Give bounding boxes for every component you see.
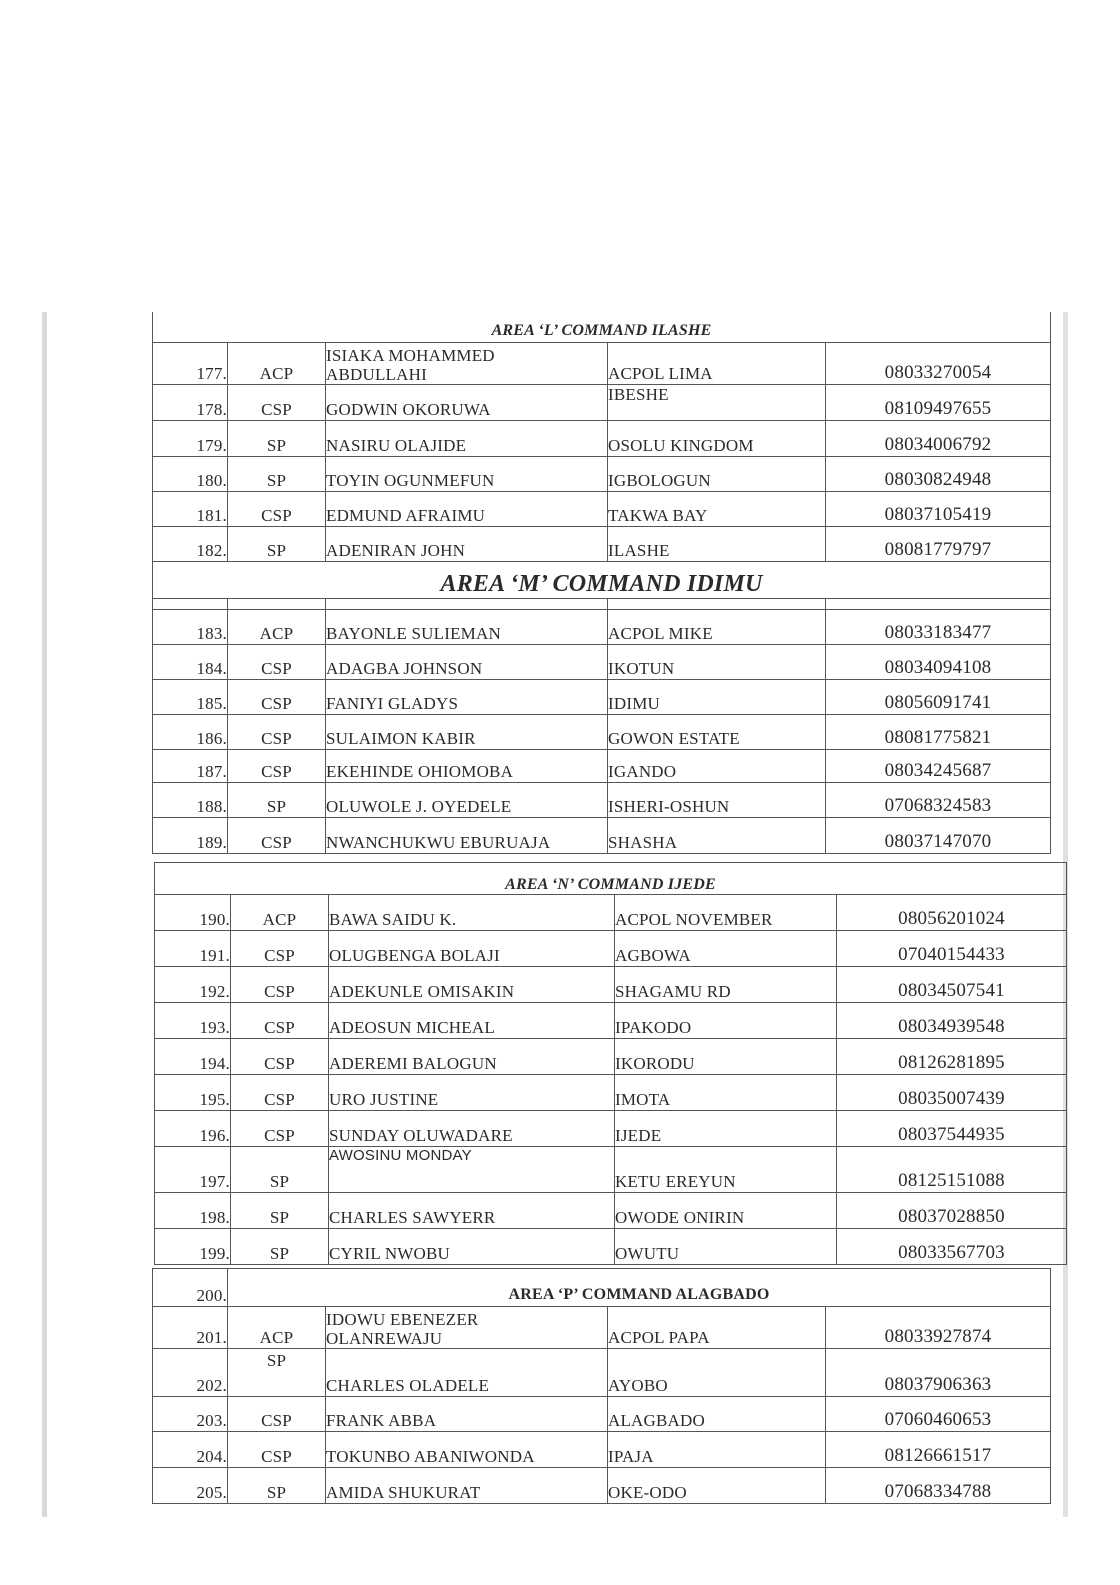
posting-location: AGBOWA (615, 931, 837, 967)
officer-name: URO JUSTINE (329, 1075, 615, 1111)
table-row (153, 526, 1051, 561)
serial-number: 202. (153, 1349, 228, 1397)
posting-location: IMOTA (615, 1075, 837, 1111)
officer-name: ADEOSUN MICHEAL (329, 1003, 615, 1039)
posting-location: IJEDE (615, 1111, 837, 1147)
table-row (153, 1397, 1051, 1432)
serial-number: 184. (153, 644, 228, 679)
rank-cell: CSP (231, 1075, 329, 1111)
rank-cell: CSP (228, 749, 326, 782)
serial-number: 204. (153, 1432, 228, 1468)
rank-cell: SP (228, 1349, 326, 1397)
table-row (153, 679, 1051, 714)
table-row (155, 1075, 1067, 1111)
officer-name: NASIRU OLAJIDE (326, 420, 608, 456)
officer-name: IDOWU EBENEZER OLANREWAJU (326, 1307, 608, 1349)
empty-cell (826, 598, 1051, 609)
table-row (153, 342, 1051, 384)
empty-cell (326, 598, 608, 609)
rank-cell: CSP (228, 384, 326, 420)
posting-location: ILASHE (608, 526, 826, 561)
table-row (153, 749, 1051, 782)
serial-number: 194. (155, 1039, 231, 1075)
serial-number: 199. (155, 1229, 231, 1265)
serial-number: 179. (153, 420, 228, 456)
posting-location: SHAGAMU RD (615, 967, 837, 1003)
rank-cell: CSP (231, 967, 329, 1003)
table-row (155, 1039, 1067, 1075)
rank-cell: CSP (231, 1111, 329, 1147)
phone-number: 08126661517 (826, 1432, 1051, 1468)
posting-location: IPAJA (608, 1432, 826, 1468)
serial-number: 181. (153, 491, 228, 526)
table-row (155, 1111, 1067, 1147)
table-row (153, 817, 1051, 853)
posting-location: IBESHE (608, 384, 826, 420)
table-row (155, 1229, 1067, 1265)
rank-cell: ACP (228, 609, 326, 644)
phone-number: 08125151088 (837, 1147, 1067, 1193)
phone-number: 08081775821 (826, 714, 1051, 749)
officer-name: BAWA SAIDU K. (329, 895, 615, 931)
serial-number: 183. (153, 609, 228, 644)
phone-number: 08037028850 (837, 1193, 1067, 1229)
posting-location: OKE-ODO (608, 1468, 826, 1504)
officer-name: SULAIMON KABIR (326, 714, 608, 749)
posting-location: ACPOL PAPA (608, 1307, 826, 1349)
officer-name: AWOSINU MONDAY (329, 1147, 615, 1193)
empty-cell (228, 598, 326, 609)
empty-cell (153, 598, 228, 609)
officer-name: ADENIRAN JOHN (326, 526, 608, 561)
section-title: AREA ‘N’ COMMAND IJEDE (155, 863, 1067, 895)
serial-number: 197. (155, 1147, 231, 1193)
serial-number: 205. (153, 1468, 228, 1504)
phone-number: 08126281895 (837, 1039, 1067, 1075)
phone-number: 08034507541 (837, 967, 1067, 1003)
posting-location: OWODE ONIRIN (615, 1193, 837, 1229)
posting-location: ALAGBADO (608, 1397, 826, 1432)
rank-cell: CSP (228, 491, 326, 526)
phone-number: 08033567703 (837, 1229, 1067, 1265)
serial-number: 187. (153, 749, 228, 782)
officer-name: EKEHINDE OHIOMOBA (326, 749, 608, 782)
posting-location: IGBOLOGUN (608, 456, 826, 491)
rank-cell: SP (228, 782, 326, 817)
phone-number: 08035007439 (837, 1075, 1067, 1111)
posting-location: TAKWA BAY (608, 491, 826, 526)
officer-name: OLUWOLE J. OYEDELE (326, 782, 608, 817)
officer-name: CHARLES OLADELE (326, 1349, 608, 1397)
phone-number: 08056201024 (837, 895, 1067, 931)
section-title-sn: 200. (153, 1269, 228, 1307)
table-row (153, 420, 1051, 456)
officer-name: BAYONLE SULIEMAN (326, 609, 608, 644)
officer-name: ADEKUNLE OMISAKIN (329, 967, 615, 1003)
section-title: AREA ‘M’ COMMAND IDIMU (153, 562, 1051, 598)
table-row (153, 1349, 1051, 1397)
serial-number: 189. (153, 817, 228, 853)
table-row (153, 491, 1051, 526)
spacer-row (153, 598, 1051, 609)
phone-number: 07068334788 (826, 1468, 1051, 1504)
phone-number: 07060460653 (826, 1397, 1051, 1432)
officer-name: EDMUND AFRAIMU (326, 491, 608, 526)
table-row (155, 1147, 1067, 1193)
officer-name: CHARLES SAWYERR (329, 1193, 615, 1229)
posting-location: ACPOL NOVEMBER (615, 895, 837, 931)
phone-number: 08034939548 (837, 1003, 1067, 1039)
table-row (153, 1307, 1051, 1349)
table-row (153, 1468, 1051, 1504)
posting-location: IDIMU (608, 679, 826, 714)
phone-number: 08056091741 (826, 679, 1051, 714)
table-row (155, 967, 1067, 1003)
serial-number: 192. (155, 967, 231, 1003)
rank-cell: SP (228, 420, 326, 456)
officer-name: CYRIL NWOBU (329, 1229, 615, 1265)
phone-number: 08034094108 (826, 644, 1051, 679)
table-row (153, 644, 1051, 679)
posting-location: IKOTUN (608, 644, 826, 679)
table-row (153, 1432, 1051, 1468)
officer-name: OLUGBENGA BOLAJI (329, 931, 615, 967)
phone-number: 07068324583 (826, 782, 1051, 817)
posting-location: IGANDO (608, 749, 826, 782)
officer-name: TOYIN OGUNMEFUN (326, 456, 608, 491)
serial-number: 196. (155, 1111, 231, 1147)
serial-number: 195. (155, 1075, 231, 1111)
posting-location: GOWON ESTATE (608, 714, 826, 749)
phone-number: 08109497655 (826, 384, 1051, 420)
phone-number: 08033927874 (826, 1307, 1051, 1349)
rank-cell: SP (228, 456, 326, 491)
serial-number: 193. (155, 1003, 231, 1039)
phone-number: 08037147070 (826, 817, 1051, 853)
serial-number: 198. (155, 1193, 231, 1229)
rank-cell: SP (231, 1147, 329, 1193)
posting-location: OSOLU KINGDOM (608, 420, 826, 456)
serial-number: 185. (153, 679, 228, 714)
serial-number: 180. (153, 456, 228, 491)
area-n-table (154, 862, 1067, 1265)
table-row (153, 609, 1051, 644)
officer-name: FANIYI GLADYS (326, 679, 608, 714)
rank-cell: CSP (231, 1003, 329, 1039)
scan-edge-left (42, 312, 47, 1517)
rank-cell: SP (231, 1193, 329, 1229)
rank-cell: CSP (228, 714, 326, 749)
phone-number: 08081779797 (826, 526, 1051, 561)
serial-number: 186. (153, 714, 228, 749)
officer-name: AMIDA SHUKURAT (326, 1468, 608, 1504)
section-title-row (155, 863, 1067, 895)
section-title: AREA ‘L’ COMMAND ILASHE (153, 312, 1051, 342)
phone-number: 08037544935 (837, 1111, 1067, 1147)
rank-cell: CSP (228, 817, 326, 853)
phone-number: 08030824948 (826, 456, 1051, 491)
posting-location: ISHERI-OSHUN (608, 782, 826, 817)
rank-cell: SP (228, 1468, 326, 1504)
posting-location: KETU EREYUN (615, 1147, 837, 1193)
rank-cell: CSP (228, 1432, 326, 1468)
table-row (153, 714, 1051, 749)
posting-location: ACPOL MIKE (608, 609, 826, 644)
serial-number: 177. (153, 342, 228, 384)
rank-cell: CSP (228, 644, 326, 679)
posting-location: ACPOL LIMA (608, 342, 826, 384)
serial-number: 190. (155, 895, 231, 931)
rank-cell: ACP (231, 895, 329, 931)
officer-name: ISIAKA MOHAMMED ABDULLAHI (326, 342, 608, 384)
phone-number: 08034245687 (826, 749, 1051, 782)
table-row (155, 931, 1067, 967)
serial-number: 191. (155, 931, 231, 967)
officer-name: TOKUNBO ABANIWONDA (326, 1432, 608, 1468)
rank-cell: CSP (228, 679, 326, 714)
area-p-table (152, 1268, 1051, 1504)
officer-name: SUNDAY OLUWADARE (329, 1111, 615, 1147)
table-row (153, 456, 1051, 491)
table-row (155, 895, 1067, 931)
rank-cell: SP (231, 1229, 329, 1265)
serial-number: 178. (153, 384, 228, 420)
rank-cell: ACP (228, 342, 326, 384)
section-title-row (153, 312, 1051, 342)
phone-number: 08034006792 (826, 420, 1051, 456)
serial-number: 182. (153, 526, 228, 561)
officer-name: FRANK ABBA (326, 1397, 608, 1432)
rank-cell: CSP (228, 1397, 326, 1432)
posting-location: AYOBO (608, 1349, 826, 1397)
posting-location: IPAKODO (615, 1003, 837, 1039)
phone-number: 08033183477 (826, 609, 1051, 644)
posting-location: SHASHA (608, 817, 826, 853)
area-l-table (152, 312, 1051, 562)
area-m-table (152, 562, 1051, 854)
section-title: AREA ‘P’ COMMAND ALAGBADO (228, 1269, 1051, 1307)
posting-location: IKORODU (615, 1039, 837, 1075)
serial-number: 203. (153, 1397, 228, 1432)
rank-cell: SP (228, 526, 326, 561)
phone-number: 07040154433 (837, 931, 1067, 967)
rank-cell: CSP (231, 1039, 329, 1075)
rank-cell: ACP (228, 1307, 326, 1349)
officer-name: ADAGBA JOHNSON (326, 644, 608, 679)
posting-location: OWUTU (615, 1229, 837, 1265)
rank-cell: CSP (231, 931, 329, 967)
phone-number: 08037105419 (826, 491, 1051, 526)
table-row (155, 1003, 1067, 1039)
phone-number: 08033270054 (826, 342, 1051, 384)
table-row (153, 384, 1051, 420)
phone-number: 08037906363 (826, 1349, 1051, 1397)
officer-name: NWANCHUKWU EBURUAJA (326, 817, 608, 853)
officer-name: ADEREMI BALOGUN (329, 1039, 615, 1075)
officer-name: GODWIN OKORUWA (326, 384, 608, 420)
empty-cell (608, 598, 826, 609)
section-title-row (153, 1269, 1051, 1307)
table-row (153, 782, 1051, 817)
serial-number: 201. (153, 1307, 228, 1349)
serial-number: 188. (153, 782, 228, 817)
table-row (155, 1193, 1067, 1229)
section-title-row (153, 562, 1051, 598)
